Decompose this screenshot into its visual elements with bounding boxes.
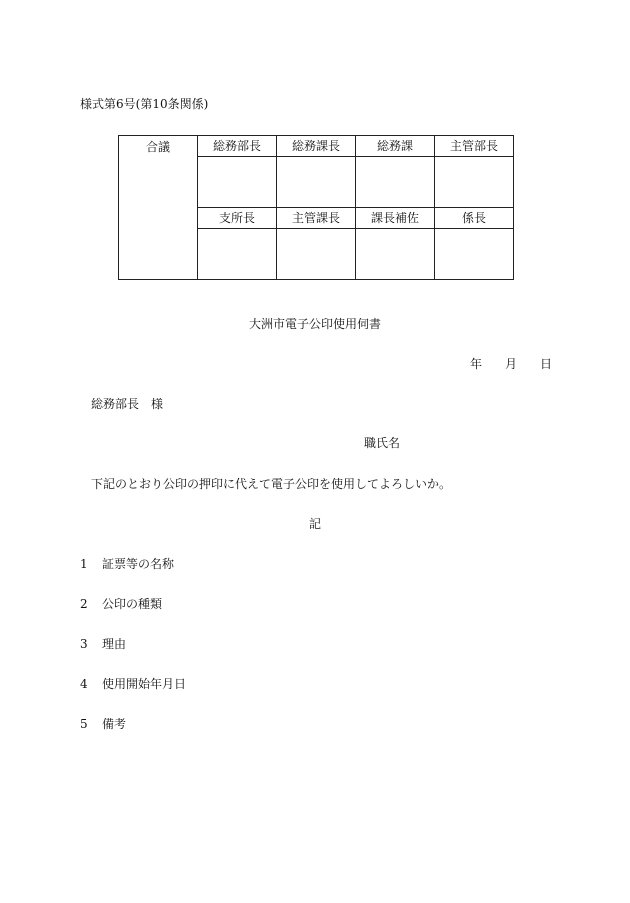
date-year: 年 <box>470 357 483 371</box>
document-title: 大洲市電子公印使用伺書 <box>248 317 381 331</box>
date-line <box>470 358 552 370</box>
form-number: 様式第6号(第10条関係) <box>80 97 209 111</box>
header-shishochou: 支所長 <box>198 208 277 229</box>
date-month: 月 <box>505 357 518 371</box>
stamp-box <box>356 229 435 280</box>
stamp-box <box>277 229 356 280</box>
stamp-box <box>435 157 514 208</box>
item-number: 3 <box>80 637 88 651</box>
gougi-label: 合議 <box>145 140 170 154</box>
position-name-label: 職氏名 <box>364 436 401 450</box>
stamp-box <box>198 229 277 280</box>
header-kakarichou: 係長 <box>435 208 514 229</box>
item-label: 理由 <box>102 637 127 651</box>
gougi-cell <box>119 136 198 280</box>
list-item <box>80 558 174 570</box>
item-number: 1 <box>80 557 88 571</box>
date-day: 日 <box>540 357 553 371</box>
list-item <box>80 638 126 650</box>
header-shukan-buchou: 主管部長 <box>435 136 514 157</box>
item-label: 備考 <box>102 717 127 731</box>
stamp-box <box>435 229 514 280</box>
request-body-text: 下記のとおり公印の押印に代えて電子公印を使用してよろしいか。 <box>91 477 452 491</box>
addressee: 総務部長 様 <box>91 397 164 411</box>
list-item <box>80 678 186 690</box>
item-label: 公印の種類 <box>102 597 163 611</box>
list-item <box>80 598 162 610</box>
approval-table <box>118 135 514 280</box>
item-label: 使用開始年月日 <box>102 677 187 691</box>
item-number: 2 <box>80 597 88 611</box>
item-number: 4 <box>80 677 88 691</box>
header-kachou-hosa: 課長補佐 <box>356 208 435 229</box>
header-soumu-kachou: 総務課長 <box>277 136 356 157</box>
stamp-box <box>356 157 435 208</box>
item-label: 証票等の名称 <box>102 557 175 571</box>
header-soumu-buchou: 総務部長 <box>198 136 277 157</box>
stamp-box <box>277 157 356 208</box>
stamp-box <box>198 157 277 208</box>
header-shukan-kachou: 主管課長 <box>277 208 356 229</box>
header-soumu-ka: 総務課 <box>356 136 435 157</box>
ki-label: 記 <box>308 517 321 531</box>
item-number: 5 <box>80 717 88 731</box>
list-item <box>80 718 126 730</box>
